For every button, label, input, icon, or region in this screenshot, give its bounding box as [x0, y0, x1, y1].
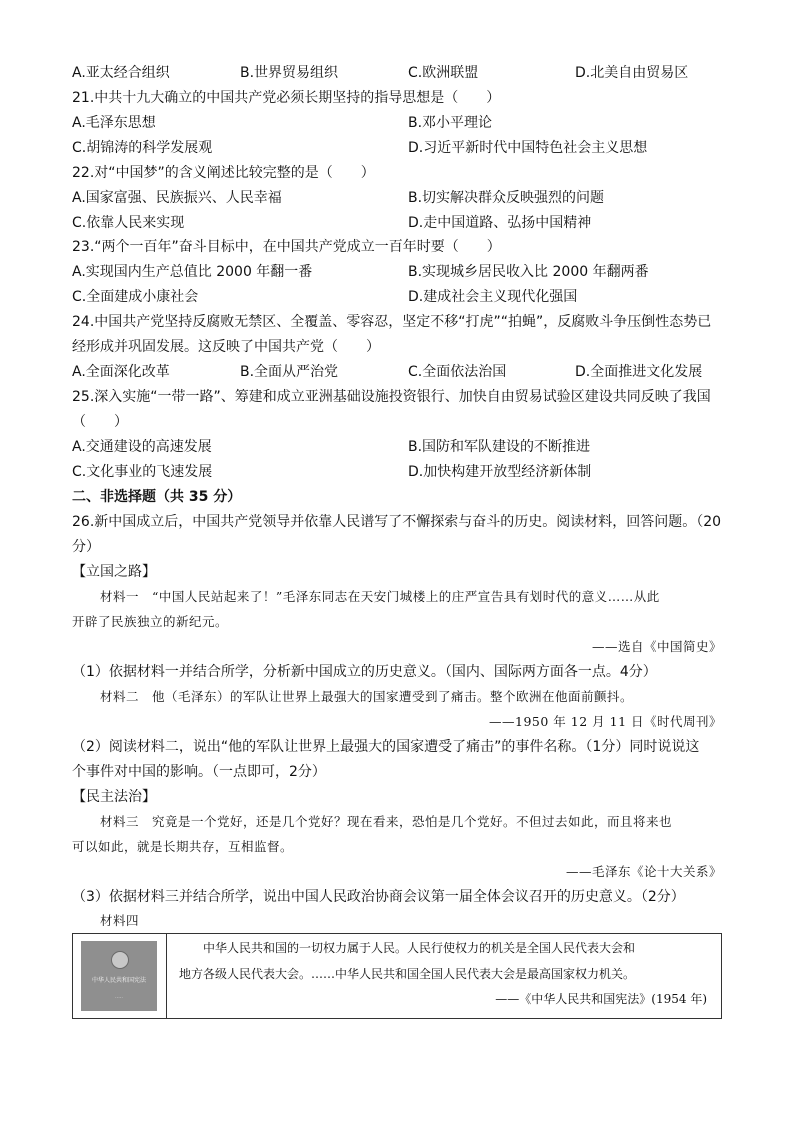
subquestion-1: （1）依据材料一并结合所学，分析新中国成立的历史意义。（国内、国际两方面各一点。4分） — [72, 664, 657, 680]
material4-divider — [166, 934, 167, 1018]
q22-option-d: D.走中国道路、弘扬中国精神 — [408, 215, 592, 231]
q25-option-c: C.文化事业的飞速发展 — [72, 464, 213, 480]
material2-text: 材料二 他（毛泽东）的军队让世界上最强大的国家遭受到了痛击。整个欧洲在他面前颤抖。 — [100, 689, 634, 704]
q22-option-c: C.依靠人民来实现 — [72, 215, 185, 231]
q25-option-b: B.国防和军队建设的不断推进 — [408, 439, 591, 455]
q20-option-b: B.世界贸易组织 — [240, 65, 339, 81]
q23-stem: 23.“两个一百年”奋斗目标中，在中国共产党成立一百年时要（ ） — [72, 239, 501, 255]
q20-option-d: D.北美自由贸易区 — [575, 65, 689, 81]
q24-option-c: C.全面依法治国 — [408, 364, 507, 380]
material1-source: ——选自《中国简史》 — [591, 639, 722, 654]
q21-stem: 21.中共十九大确立的中国共产党必须长期坚持的指导思想是（ ） — [72, 90, 501, 106]
constitution-book-image — [81, 941, 157, 1011]
q25-stem-line2: （ ） — [72, 414, 128, 430]
material1-line1: 材料一 “中国人民站起来了！”毛泽东同志在天安门城楼上的庄严宣告具有划时代的意义……从此 — [100, 589, 660, 604]
q24-stem-line2: 经形成并巩固发展。这反映了中国共产党（ ） — [72, 339, 380, 355]
section-heading-democracy: 【民主法治】 — [72, 789, 156, 805]
book-cover-title: 中华人民共和国宪法 — [91, 977, 146, 984]
q23-option-c: C.全面建成小康社会 — [72, 289, 199, 305]
q24-stem-line1: 24.中国共产党坚持反腐败无禁区、全覆盖、零容忍，坚定不移“打虎”“拍蝇”，反腐败斗争压倒性态势已 — [72, 314, 712, 330]
q25-stem-line1: 25.深入实施“一带一路”、筹建和成立亚洲基础设施投资银行、加快自由贸易试验区建设共同反映了我国 — [72, 389, 711, 405]
q25-option-d: D.加快构建开放型经济新体制 — [408, 464, 592, 480]
q20-option-c: C.欧洲联盟 — [408, 65, 479, 81]
material4-label: 材料四 — [100, 913, 140, 928]
q21-option-a: A.毛泽东思想 — [72, 115, 156, 131]
q23-option-d: D.建成社会主义现代化强国 — [408, 289, 578, 305]
q22-stem: 22.对“中国梦”的含义阐述比较完整的是（ ） — [72, 165, 375, 181]
q23-option-a: A.实现国内生产总值比 2000 年翻一番 — [72, 264, 313, 280]
material4-line1: 中华人民共和国的一切权力属于人民。人民行使权力的机关是全国人民代表大会和 — [203, 941, 636, 955]
q21-option-b: B.邓小平理论 — [408, 115, 493, 131]
material1-line2: 开辟了民族独立的新纪元。 — [72, 614, 229, 629]
subquestion-2-line1: （2）阅读材料二，说出“他的军队让世界上最强大的国家遭受了痛击”的事件名称。（1分）同时说说这 — [72, 739, 700, 755]
q24-option-d: D.全面推进文化发展 — [575, 364, 703, 380]
q25-option-a: A.交通建设的高速发展 — [72, 439, 212, 455]
subquestion-3: （3）依据材料三并结合所学，说出中国人民政治协商会议第一届全体会议召开的历史意义。（2分） — [72, 889, 685, 905]
material3-line2: 可以如此，就是长期共存，互相监督。 — [72, 839, 294, 854]
national-emblem-icon — [111, 951, 129, 969]
q24-option-a: A.全面深化改革 — [72, 364, 170, 380]
material4-line2: 地方各级人民代表大会。……中华人民共和国全国人民代表大会是最高国家权力机关。 — [179, 967, 636, 981]
section2-title: 二、非选择题（共 35 分） — [72, 489, 242, 505]
material2-source: ——1950 年 12 月 11 日《时代周刊》 — [489, 714, 722, 729]
section-heading-founding: 【立国之路】 — [72, 564, 156, 580]
q22-option-b: B.切实解决群众反映强烈的问题 — [408, 190, 605, 206]
book-cover-publisher: ····· — [115, 995, 123, 1001]
q24-option-b: B.全面从严治党 — [240, 364, 339, 380]
q21-option-d: D.习近平新时代中国特色社会主义思想 — [408, 140, 648, 156]
material4-box — [72, 933, 722, 1019]
q26-stem-line1: 26.新中国成立后，中国共产党领导并依靠人民谱写了不懈探索与奋斗的历史。阅读材料，回答问题。（20 — [72, 514, 722, 530]
q23-option-b: B.实现城乡居民收入比 2000 年翻两番 — [408, 264, 649, 280]
material3-source: ——毛泽东《论十大关系》 — [565, 864, 722, 879]
subquestion-2-line2: 个事件对中国的影响。（一点即可，2分） — [72, 764, 326, 780]
material3-line1: 材料三 究竟是一个党好，还是几个党好？现在看来，恐怕是几个党好。不但过去如此，而且将来也 — [100, 814, 673, 829]
material4-source: ——《中华人民共和国宪法》(1954 年) — [495, 992, 707, 1006]
q26-stem-line2: 分） — [72, 539, 100, 555]
q22-option-a: A.国家富强、民族振兴、人民幸福 — [72, 190, 282, 206]
q21-option-c: C.胡锦涛的科学发展观 — [72, 140, 213, 156]
q20-option-a: A.亚太经合组织 — [72, 65, 170, 81]
